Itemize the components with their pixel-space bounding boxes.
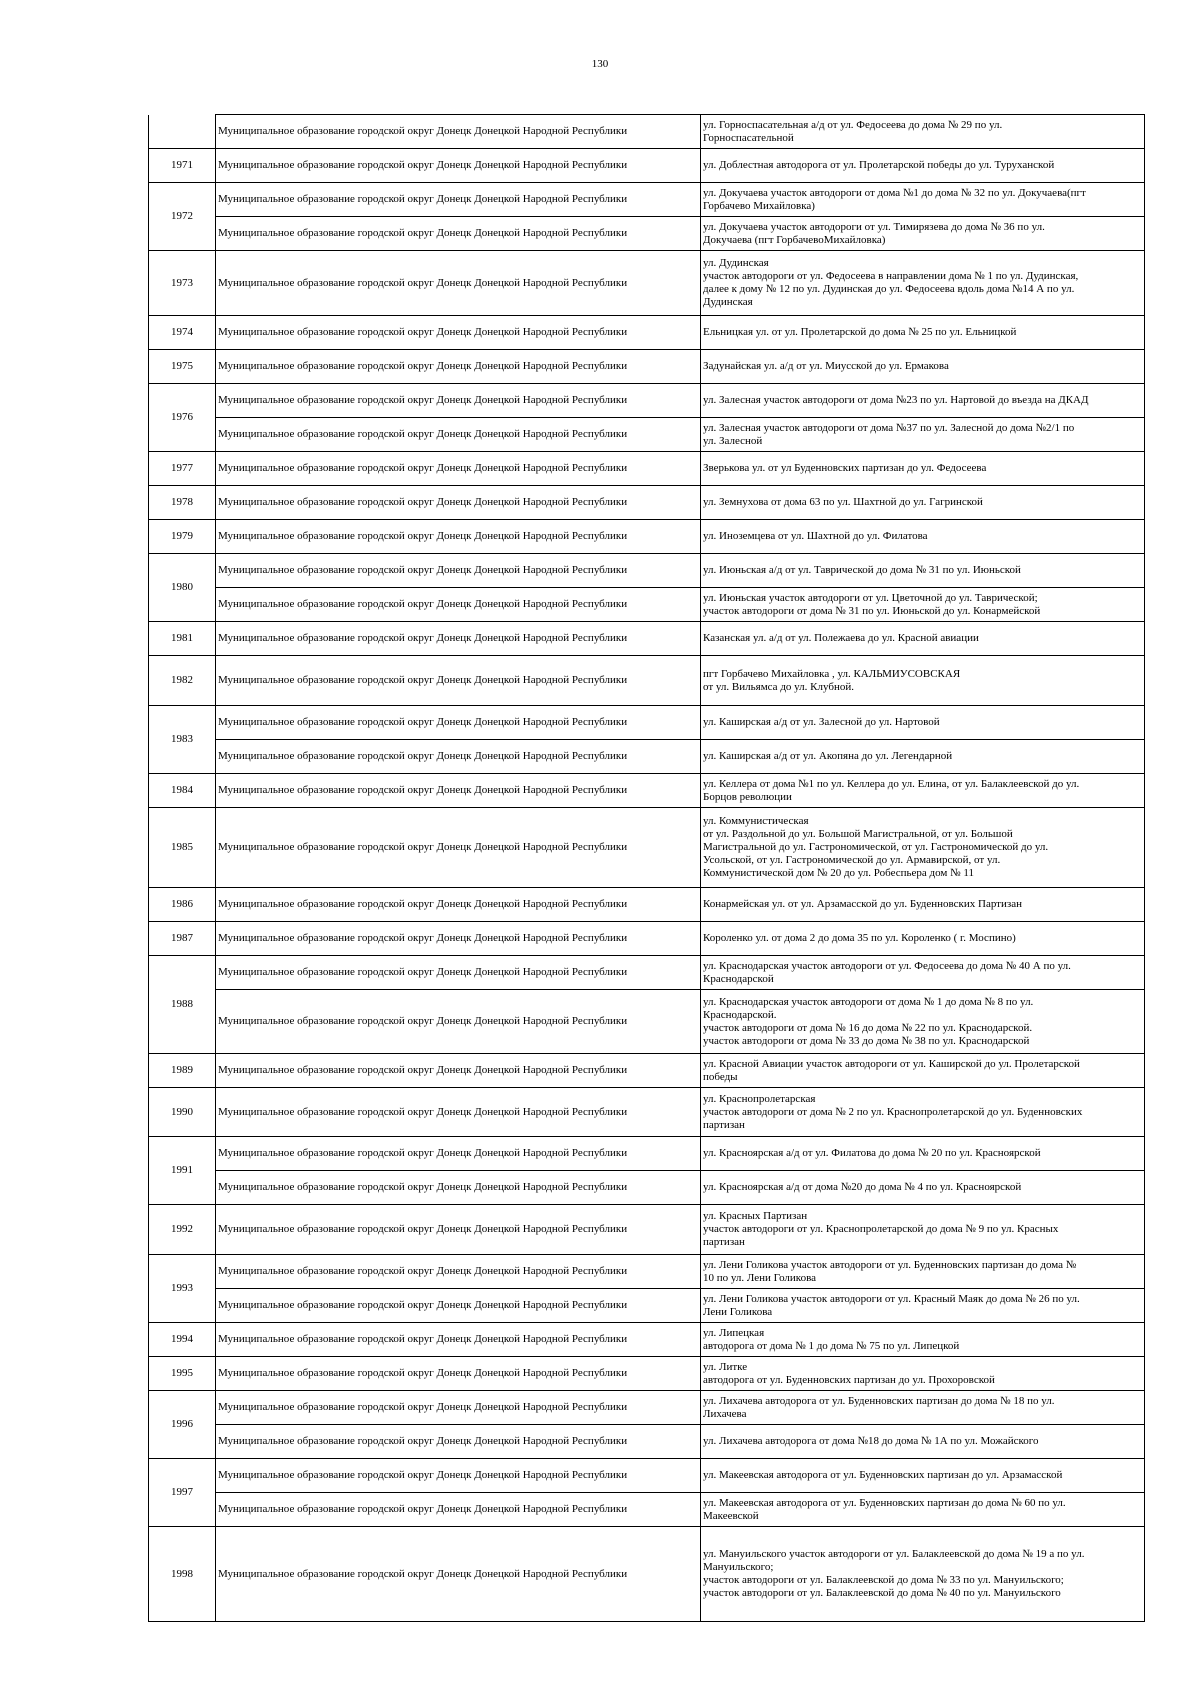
roads-table bbox=[148, 114, 1145, 1622]
row-number-cell: 1981 bbox=[149, 622, 216, 656]
road-description-cell: ул. Келлера от дома №1 по ул. Келлера до ул. Елина, от ул. Балаклеевской до ул. Борцов революции bbox=[701, 774, 1145, 808]
table-row bbox=[149, 1171, 1145, 1205]
organization-cell: Муниципальное образование городской округ Донецк Донецкой Народной Республики bbox=[216, 1459, 701, 1493]
road-description-cell: ул. Каширская а/д от ул. Залесной до ул. Нартовой bbox=[701, 706, 1145, 740]
table-row bbox=[149, 990, 1145, 1054]
table-row bbox=[149, 1493, 1145, 1527]
row-number-cell: 1987 bbox=[149, 922, 216, 956]
row-number-cell: 1977 bbox=[149, 452, 216, 486]
road-description-cell: ул. Горноспасательная а/д от ул. Федосеева до дома № 29 по ул. Горноспасательной bbox=[701, 115, 1145, 149]
table-row bbox=[149, 1357, 1145, 1391]
table-row bbox=[149, 1425, 1145, 1459]
organization-cell: Муниципальное образование городской округ Донецк Донецкой Народной Республики bbox=[216, 115, 701, 149]
organization-cell: Муниципальное образование городской округ Донецк Донецкой Народной Республики bbox=[216, 251, 701, 316]
table-row bbox=[149, 1289, 1145, 1323]
row-number-cell: 1996 bbox=[149, 1391, 216, 1459]
road-description-cell: ул. Красноярская а/д от ул. Филатова до дома № 20 по ул. Красноярской bbox=[701, 1137, 1145, 1171]
road-description-cell: ул. Дудинская участок автодороги от ул. Федосеева в направлении дома № 1 по ул. Дудинская, далее к дому № 12 по ул. Дудинская до ул. Федосеева вдоль дома №14 А по ул. Дудинская bbox=[701, 251, 1145, 316]
road-description-cell: Зверькова ул. от ул Буденновских партизан до ул. Федосеева bbox=[701, 452, 1145, 486]
table-row bbox=[149, 888, 1145, 922]
road-description-cell: Короленко ул. от дома 2 до дома 35 по ул. Короленко ( г. Моспино) bbox=[701, 922, 1145, 956]
organization-cell: Муниципальное образование городской округ Донецк Донецкой Народной Республики bbox=[216, 452, 701, 486]
row-number-cell: 1973 bbox=[149, 251, 216, 316]
table-row bbox=[149, 1088, 1145, 1137]
row-number-cell: 1976 bbox=[149, 384, 216, 452]
table-row bbox=[149, 183, 1145, 217]
table-row bbox=[149, 922, 1145, 956]
organization-cell: Муниципальное образование городской округ Донецк Донецкой Народной Республики bbox=[216, 520, 701, 554]
row-number-cell: 1982 bbox=[149, 656, 216, 706]
roads-table-body bbox=[149, 115, 1145, 1622]
road-description-cell: ул. Земнухова от дома 63 по ул. Шахтной до ул. Гагринской bbox=[701, 486, 1145, 520]
row-number-cell: 1998 bbox=[149, 1527, 216, 1622]
row-number-cell: 1978 bbox=[149, 486, 216, 520]
organization-cell: Муниципальное образование городской округ Донецк Донецкой Народной Республики bbox=[216, 1088, 701, 1137]
organization-cell: Муниципальное образование городской округ Донецк Донецкой Народной Республики bbox=[216, 622, 701, 656]
road-description-cell: ул. Краснопролетарская участок автодороги от дома № 2 по ул. Краснопролетарской до ул. Буденновских партизан bbox=[701, 1088, 1145, 1137]
table-row bbox=[149, 956, 1145, 990]
table-row bbox=[149, 1391, 1145, 1425]
organization-cell: Муниципальное образование городской округ Донецк Донецкой Народной Республики bbox=[216, 1289, 701, 1323]
organization-cell: Муниципальное образование городской округ Донецк Донецкой Народной Республики bbox=[216, 1493, 701, 1527]
road-description-cell: ул. Докучаева участок автодороги от дома №1 до дома № 32 по ул. Докучаева(пгт Горбачево Михайловка) bbox=[701, 183, 1145, 217]
organization-cell: Муниципальное образование городской округ Донецк Донецкой Народной Республики bbox=[216, 1255, 701, 1289]
organization-cell: Муниципальное образование городской округ Донецк Донецкой Народной Республики bbox=[216, 1527, 701, 1622]
organization-cell: Муниципальное образование городской округ Донецк Донецкой Народной Республики bbox=[216, 990, 701, 1054]
table-row bbox=[149, 656, 1145, 706]
table-row bbox=[149, 316, 1145, 350]
organization-cell: Муниципальное образование городской округ Донецк Донецкой Народной Республики bbox=[216, 706, 701, 740]
organization-cell: Муниципальное образование городской округ Донецк Донецкой Народной Республики bbox=[216, 588, 701, 622]
organization-cell: Муниципальное образование городской округ Донецк Донецкой Народной Республики bbox=[216, 554, 701, 588]
road-description-cell: Казанская ул. а/д от ул. Полежаева до ул. Красной авиации bbox=[701, 622, 1145, 656]
road-description-cell: ул. Мануильского участок автодороги от ул. Балаклеевской до дома № 19 а по ул. Мануильского; участок автодороги от ул. Балаклеевской до дома № 33 по ул. Мануильского; участок автодороги от ул. Балаклеевской до дома № 40 по ул. Мануильского bbox=[701, 1527, 1145, 1622]
road-description-cell: ул. Коммунистическая от ул. Раздольной до ул. Большой Магистральной, от ул. Большой Магистральной до ул. Гастрономической, от ул. Гастрономической до ул. Усольской, от ул. Гастрономической до ул. Армавирской, от ул. Коммунистической дом № 20 до ул. Робеспьера дом № 11 bbox=[701, 808, 1145, 888]
table-row bbox=[149, 418, 1145, 452]
organization-cell: Муниципальное образование городской округ Донецк Донецкой Народной Республики bbox=[216, 656, 701, 706]
row-number-cell: 1988 bbox=[149, 956, 216, 1054]
row-number-cell: 1989 bbox=[149, 1054, 216, 1088]
organization-cell: Муниципальное образование городской округ Донецк Донецкой Народной Республики bbox=[216, 1323, 701, 1357]
road-description-cell: ул. Красноярская а/д от дома №20 до дома № 4 по ул. Красноярской bbox=[701, 1171, 1145, 1205]
table-row bbox=[149, 588, 1145, 622]
row-number-cell: 1992 bbox=[149, 1205, 216, 1255]
table-row bbox=[149, 520, 1145, 554]
table-row bbox=[149, 808, 1145, 888]
table-row bbox=[149, 452, 1145, 486]
row-number-cell bbox=[149, 115, 216, 149]
row-number-cell: 1997 bbox=[149, 1459, 216, 1527]
table-row bbox=[149, 554, 1145, 588]
row-number-cell: 1984 bbox=[149, 774, 216, 808]
row-number-cell: 1985 bbox=[149, 808, 216, 888]
road-description-cell: ул. Иноземцева от ул. Шахтной до ул. Филатова bbox=[701, 520, 1145, 554]
row-number-cell: 1980 bbox=[149, 554, 216, 622]
road-description-cell: ул. Каширская а/д от ул. Акопяна до ул. Легендарной bbox=[701, 740, 1145, 774]
road-description-cell: Конармейская ул. от ул. Арзамасской до ул. Буденновских Партизан bbox=[701, 888, 1145, 922]
row-number-cell: 1983 bbox=[149, 706, 216, 774]
row-number-cell: 1994 bbox=[149, 1323, 216, 1357]
organization-cell: Муниципальное образование городской округ Донецк Донецкой Народной Республики bbox=[216, 418, 701, 452]
table-row bbox=[149, 486, 1145, 520]
organization-cell: Муниципальное образование городской округ Донецк Донецкой Народной Республики bbox=[216, 1205, 701, 1255]
road-description-cell: Задунайская ул. а/д от ул. Миусской до ул. Ермакова bbox=[701, 350, 1145, 384]
row-number-cell: 1993 bbox=[149, 1255, 216, 1323]
road-description-cell: Ельницкая ул. от ул. Пролетарской до дома № 25 по ул. Ельницкой bbox=[701, 316, 1145, 350]
row-number-cell: 1986 bbox=[149, 888, 216, 922]
table-row bbox=[149, 1205, 1145, 1255]
organization-cell: Муниципальное образование городской округ Донецк Донецкой Народной Республики bbox=[216, 183, 701, 217]
organization-cell: Муниципальное образование городской округ Донецк Донецкой Народной Республики bbox=[216, 956, 701, 990]
organization-cell: Муниципальное образование городской округ Донецк Донецкой Народной Республики bbox=[216, 1357, 701, 1391]
organization-cell: Муниципальное образование городской округ Донецк Донецкой Народной Республики bbox=[216, 774, 701, 808]
table-row bbox=[149, 115, 1145, 149]
table-row bbox=[149, 622, 1145, 656]
road-description-cell: ул. Краснодарская участок автодороги от ул. Федосеева до дома № 40 А по ул. Краснодарской bbox=[701, 956, 1145, 990]
road-description-cell: ул. Макеевская автодорога от ул. Буденновских партизан до ул. Арзамасской bbox=[701, 1459, 1145, 1493]
organization-cell: Муниципальное образование городской округ Донецк Донецкой Народной Республики bbox=[216, 888, 701, 922]
organization-cell: Муниципальное образование городской округ Донецк Донецкой Народной Республики bbox=[216, 217, 701, 251]
road-description-cell: ул. Лени Голикова участок автодороги от ул. Буденновских партизан до дома № 10 по ул. Лени Голикова bbox=[701, 1255, 1145, 1289]
row-number-cell: 1971 bbox=[149, 149, 216, 183]
row-number-cell: 1975 bbox=[149, 350, 216, 384]
row-number-cell: 1995 bbox=[149, 1357, 216, 1391]
organization-cell: Муниципальное образование городской округ Донецк Донецкой Народной Республики bbox=[216, 384, 701, 418]
road-description-cell: ул. Красной Авиации участок автодороги от ул. Каширской до ул. Пролетарской победы bbox=[701, 1054, 1145, 1088]
organization-cell: Муниципальное образование городской округ Донецк Донецкой Народной Республики bbox=[216, 1391, 701, 1425]
road-description-cell: ул. Лихачева автодорога от ул. Буденновских партизан до дома № 18 по ул. Лихачева bbox=[701, 1391, 1145, 1425]
roads-table-container bbox=[148, 114, 1144, 1622]
table-row bbox=[149, 1255, 1145, 1289]
road-description-cell: пгт Горбачево Михайловка , ул. КАЛЬМИУСОВСКАЯ от ул. Вильямса до ул. Клубной. bbox=[701, 656, 1145, 706]
road-description-cell: ул. Краснодарская участок автодороги от дома № 1 до дома № 8 по ул. Краснодарской. участок автодороги от дома № 16 до дома № 22 по ул. Краснодарской. участок автодороги от дома № 33 до дома № 38 по ул. Краснодарской bbox=[701, 990, 1145, 1054]
road-description-cell: ул. Липецкая автодорога от дома № 1 до дома № 75 по ул. Липецкой bbox=[701, 1323, 1145, 1357]
road-description-cell: ул. Июньская а/д от ул. Таврической до дома № 31 по ул. Июньской bbox=[701, 554, 1145, 588]
table-row bbox=[149, 149, 1145, 183]
row-number-cell: 1991 bbox=[149, 1137, 216, 1205]
organization-cell: Муниципальное образование городской округ Донецк Донецкой Народной Республики bbox=[216, 149, 701, 183]
organization-cell: Муниципальное образование городской округ Донецк Донецкой Народной Республики bbox=[216, 1054, 701, 1088]
row-number-cell: 1990 bbox=[149, 1088, 216, 1137]
table-row bbox=[149, 1323, 1145, 1357]
table-row bbox=[149, 1137, 1145, 1171]
table-row bbox=[149, 740, 1145, 774]
table-row bbox=[149, 384, 1145, 418]
table-row bbox=[149, 217, 1145, 251]
road-description-cell: ул. Красных Партизан участок автодороги от ул. Краснопролетарской до дома № 9 по ул. Красных партизан bbox=[701, 1205, 1145, 1255]
organization-cell: Муниципальное образование городской округ Донецк Донецкой Народной Республики bbox=[216, 922, 701, 956]
table-row bbox=[149, 706, 1145, 740]
organization-cell: Муниципальное образование городской округ Донецк Донецкой Народной Республики bbox=[216, 1171, 701, 1205]
road-description-cell: ул. Июньская участок автодороги от ул. Цветочной до ул. Таврической; участок автодороги от дома № 31 по ул. Июньской до ул. Конармейской bbox=[701, 588, 1145, 622]
table-row bbox=[149, 350, 1145, 384]
organization-cell: Муниципальное образование городской округ Донецк Донецкой Народной Республики bbox=[216, 740, 701, 774]
table-row bbox=[149, 774, 1145, 808]
road-description-cell: ул. Залесная участок автодороги от дома №37 по ул. Залесной до дома №2/1 по ул. Залесной bbox=[701, 418, 1145, 452]
road-description-cell: ул. Лени Голикова участок автодороги от ул. Красный Маяк до дома № 26 по ул. Лени Голикова bbox=[701, 1289, 1145, 1323]
organization-cell: Муниципальное образование городской округ Донецк Донецкой Народной Республики bbox=[216, 486, 701, 520]
organization-cell: Муниципальное образование городской округ Донецк Донецкой Народной Республики bbox=[216, 1425, 701, 1459]
table-row bbox=[149, 251, 1145, 316]
row-number-cell: 1979 bbox=[149, 520, 216, 554]
row-number-cell: 1974 bbox=[149, 316, 216, 350]
road-description-cell: ул. Доблестная автодорога от ул. Пролетарской победы до ул. Туруханской bbox=[701, 149, 1145, 183]
page-number: 130 bbox=[591, 58, 609, 70]
organization-cell: Муниципальное образование городской округ Донецк Донецкой Народной Республики bbox=[216, 808, 701, 888]
road-description-cell: ул. Залесная участок автодороги от дома №23 по ул. Нартовой до въезда на ДКАД bbox=[701, 384, 1145, 418]
row-number-cell: 1972 bbox=[149, 183, 216, 251]
organization-cell: Муниципальное образование городской округ Донецк Донецкой Народной Республики bbox=[216, 350, 701, 384]
organization-cell: Муниципальное образование городской округ Донецк Донецкой Народной Республики bbox=[216, 1137, 701, 1171]
road-description-cell: ул. Макеевская автодорога от ул. Буденновских партизан до дома № 60 по ул. Макеевской bbox=[701, 1493, 1145, 1527]
table-row bbox=[149, 1054, 1145, 1088]
road-description-cell: ул. Литке автодорога от ул. Буденновских партизан до ул. Прохоровской bbox=[701, 1357, 1145, 1391]
road-description-cell: ул. Докучаева участок автодороги от ул. Тимирязева до дома № 36 по ул. Докучаева (пгт ГорбачевоМихайловка) bbox=[701, 217, 1145, 251]
road-description-cell: ул. Лихачева автодорога от дома №18 до дома № 1А по ул. Можайского bbox=[701, 1425, 1145, 1459]
table-row bbox=[149, 1459, 1145, 1493]
table-row bbox=[149, 1527, 1145, 1622]
organization-cell: Муниципальное образование городской округ Донецк Донецкой Народной Республики bbox=[216, 316, 701, 350]
